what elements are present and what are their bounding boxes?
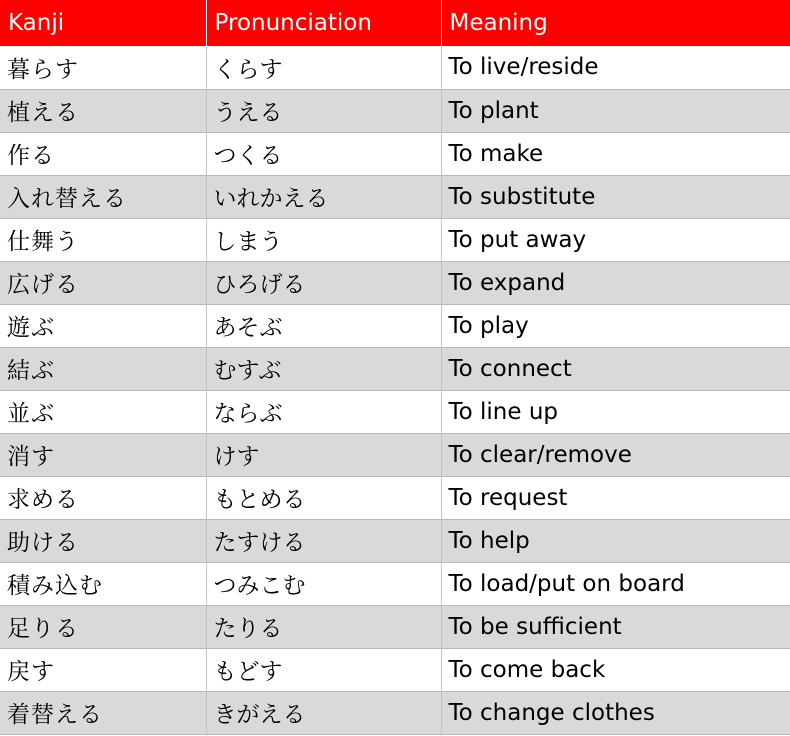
kanji-cell: 積み込む	[0, 562, 206, 605]
table-row	[0, 476, 790, 519]
meaning-cell: To help	[441, 519, 790, 562]
table-row	[0, 304, 790, 347]
table-row	[0, 347, 790, 390]
table-row	[0, 390, 790, 433]
kanji-cell: 植える	[0, 89, 206, 132]
header-meaning: Meaning	[441, 0, 790, 46]
kanji-cell: 足りる	[0, 605, 206, 648]
table-row	[0, 132, 790, 175]
meaning-cell: To change clothes	[441, 691, 790, 734]
pronunciation-cell: けす	[206, 433, 441, 476]
meaning-cell: To request	[441, 476, 790, 519]
pronunciation-cell: しまう	[206, 218, 441, 261]
meaning-cell: To clear/remove	[441, 433, 790, 476]
meaning-cell: To line up	[441, 390, 790, 433]
pronunciation-cell: きがえる	[206, 691, 441, 734]
header-pronunciation: Pronunciation	[206, 0, 441, 46]
table-row	[0, 46, 790, 89]
kanji-cell: 作る	[0, 132, 206, 175]
meaning-cell: To put away	[441, 218, 790, 261]
header-row	[0, 0, 790, 46]
table-row	[0, 89, 790, 132]
header-kanji: Kanji	[0, 0, 206, 46]
meaning-cell: To come back	[441, 648, 790, 691]
table-row	[0, 691, 790, 734]
table-row	[0, 218, 790, 261]
kanji-cell: 広げる	[0, 261, 206, 304]
table-row	[0, 605, 790, 648]
meaning-cell: To connect	[441, 347, 790, 390]
kanji-cell: 暮らす	[0, 46, 206, 89]
meaning-cell: To plant	[441, 89, 790, 132]
pronunciation-cell: うえる	[206, 89, 441, 132]
kanji-cell: 求める	[0, 476, 206, 519]
pronunciation-cell: つみこむ	[206, 562, 441, 605]
meaning-cell: To substitute	[441, 175, 790, 218]
pronunciation-cell: ならぶ	[206, 390, 441, 433]
kanji-cell: 戻す	[0, 648, 206, 691]
meaning-cell: To play	[441, 304, 790, 347]
pronunciation-cell: もとめる	[206, 476, 441, 519]
kanji-cell: 助ける	[0, 519, 206, 562]
kanji-cell: 仕舞う	[0, 218, 206, 261]
pronunciation-cell: たりる	[206, 605, 441, 648]
table-row	[0, 519, 790, 562]
pronunciation-cell: いれかえる	[206, 175, 441, 218]
pronunciation-cell: たすける	[206, 519, 441, 562]
table-row	[0, 562, 790, 605]
pronunciation-cell: くらす	[206, 46, 441, 89]
meaning-cell: To be sufficient	[441, 605, 790, 648]
meaning-cell: To expand	[441, 261, 790, 304]
table-header	[0, 0, 790, 46]
meaning-cell: To load/put on board	[441, 562, 790, 605]
pronunciation-cell: あそぶ	[206, 304, 441, 347]
pronunciation-cell: もどす	[206, 648, 441, 691]
kanji-cell: 並ぶ	[0, 390, 206, 433]
table-row	[0, 175, 790, 218]
kanji-cell: 消す	[0, 433, 206, 476]
kanji-cell: 遊ぶ	[0, 304, 206, 347]
table-row	[0, 261, 790, 304]
pronunciation-cell: ひろげる	[206, 261, 441, 304]
meaning-cell: To make	[441, 132, 790, 175]
pronunciation-cell: つくる	[206, 132, 441, 175]
meaning-cell: To live/reside	[441, 46, 790, 89]
table-body	[0, 46, 790, 734]
table-row	[0, 433, 790, 476]
kanji-cell: 入れ替える	[0, 175, 206, 218]
pronunciation-cell: むすぶ	[206, 347, 441, 390]
kanji-cell: 結ぶ	[0, 347, 206, 390]
kanji-cell: 着替える	[0, 691, 206, 734]
table-row	[0, 648, 790, 691]
